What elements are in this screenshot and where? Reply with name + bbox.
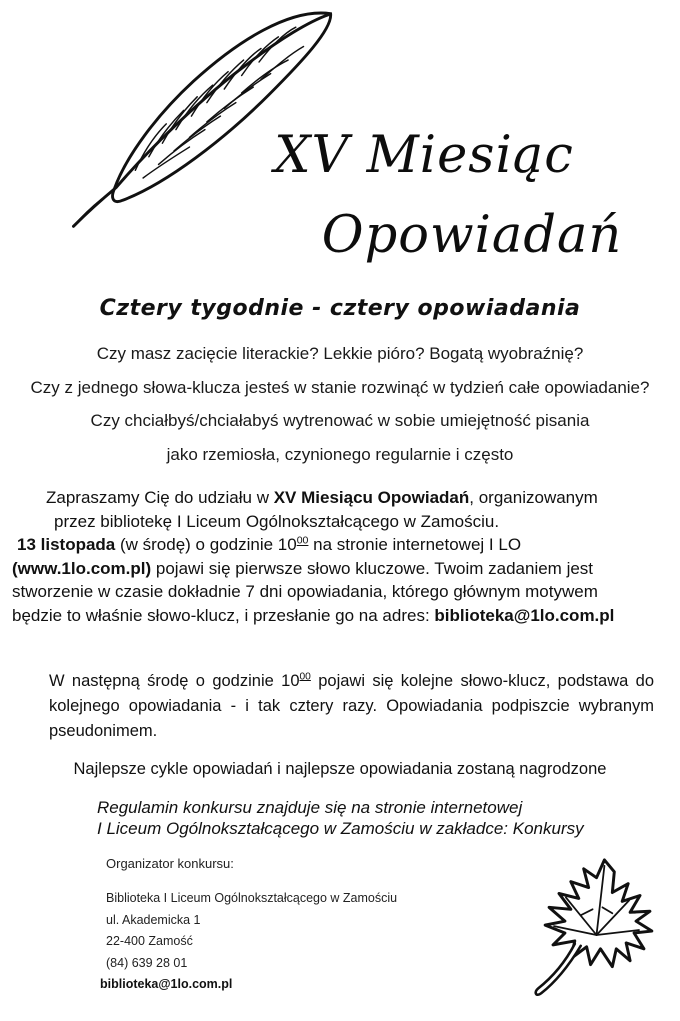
invitation-line: Zapraszamy Cię do udziału w XV Miesiącu Opowiadań, organizowanym [46,488,598,507]
rules-line: Regulamin konkursu znajduje się na stronie internetowej [97,798,523,817]
subtitle: Cztery tygodnie - cztery opowiadania [99,296,581,321]
intro-questions [0,337,680,471]
schedule-paragraph: W następną środę o godzinie $10^{00}$ pojawi się kolejne słowo-klucz, podstawa do kolejnego opowiadania - i tak cztery razy. Opowiadania podpiszcie wybranym pseudonimem. [49,671,654,740]
question-line: jako rzemiosła, czynionego regularnie i często [166,444,514,464]
question-line: Czy chciałbyś/chciałabyś wytrenować w sobie umiejętność pisania [90,411,590,430]
organizer-city: 22-400 Zamość [106,934,193,948]
rules-note [97,797,584,839]
website-url: (www.1lo.com.pl) [12,558,152,578]
invitation-paragraph [0,486,680,628]
organizer-phone: (84) 639 28 01 [106,955,188,970]
page-title-line2: Opowiadań [321,206,623,265]
question-line: Czy masz zacięcie literackie? Lekkie pióro? Bogatą wyobraźnię? [96,344,584,363]
invitation-line: (www.1lo.com.pl) pojawi się pierwsze słowo kluczowe. Twoim zadaniem jest [12,558,594,578]
invitation-line: przez bibliotekę I Liceum Ogólnokształcącego w Zamościu. [54,511,500,531]
rules-line: I Liceum Ogólnokształcącego w Zamościu w zakładce: Konkursy [97,819,584,838]
organizer-heading: Organizator konkursu: [106,856,234,871]
hour-superscript: 00 [299,671,311,682]
invitation-line: stworzenie w czasie dokładnie 7 dni opowiadania, którego głównym motywem [12,582,598,602]
awards-note: Najlepsze cykle opowiadań i najlepsze opowiadania zostaną nagrodzone [73,760,607,778]
hour-superscript: 00 [296,534,309,547]
quill-feather-icon [56,4,350,236]
organizer-name: Biblioteka I Liceum Ogólnokształcącego w Zamościu [106,891,398,905]
contest-email: biblioteka@1lo.com.pl [434,605,615,625]
organizer-address [100,888,398,996]
organizer-street: ul. Akademicka 1 [106,912,201,927]
organizer-email: biblioteka@1lo.com.pl [100,977,233,991]
invitation-line: 13 listopada (w środę) o godzinie $10^{00}$ na stronie internetowej I LO [17,534,522,555]
question-line: Czy z jednego słowa-klucza jesteś w stanie rozwinąć w tydzień całe opowiadanie? [30,377,650,397]
invitation-line: będzie to właśnie słowo-klucz, i przesłanie go na adres: biblioteka@1lo.com.pl [12,605,615,625]
maple-leaf-icon [520,852,676,1018]
start-date: 13 listopada [17,535,116,555]
page-title-line1: XV Miesiąc [274,126,574,185]
event-name: XV Miesiącu Opowiadań [273,488,470,507]
